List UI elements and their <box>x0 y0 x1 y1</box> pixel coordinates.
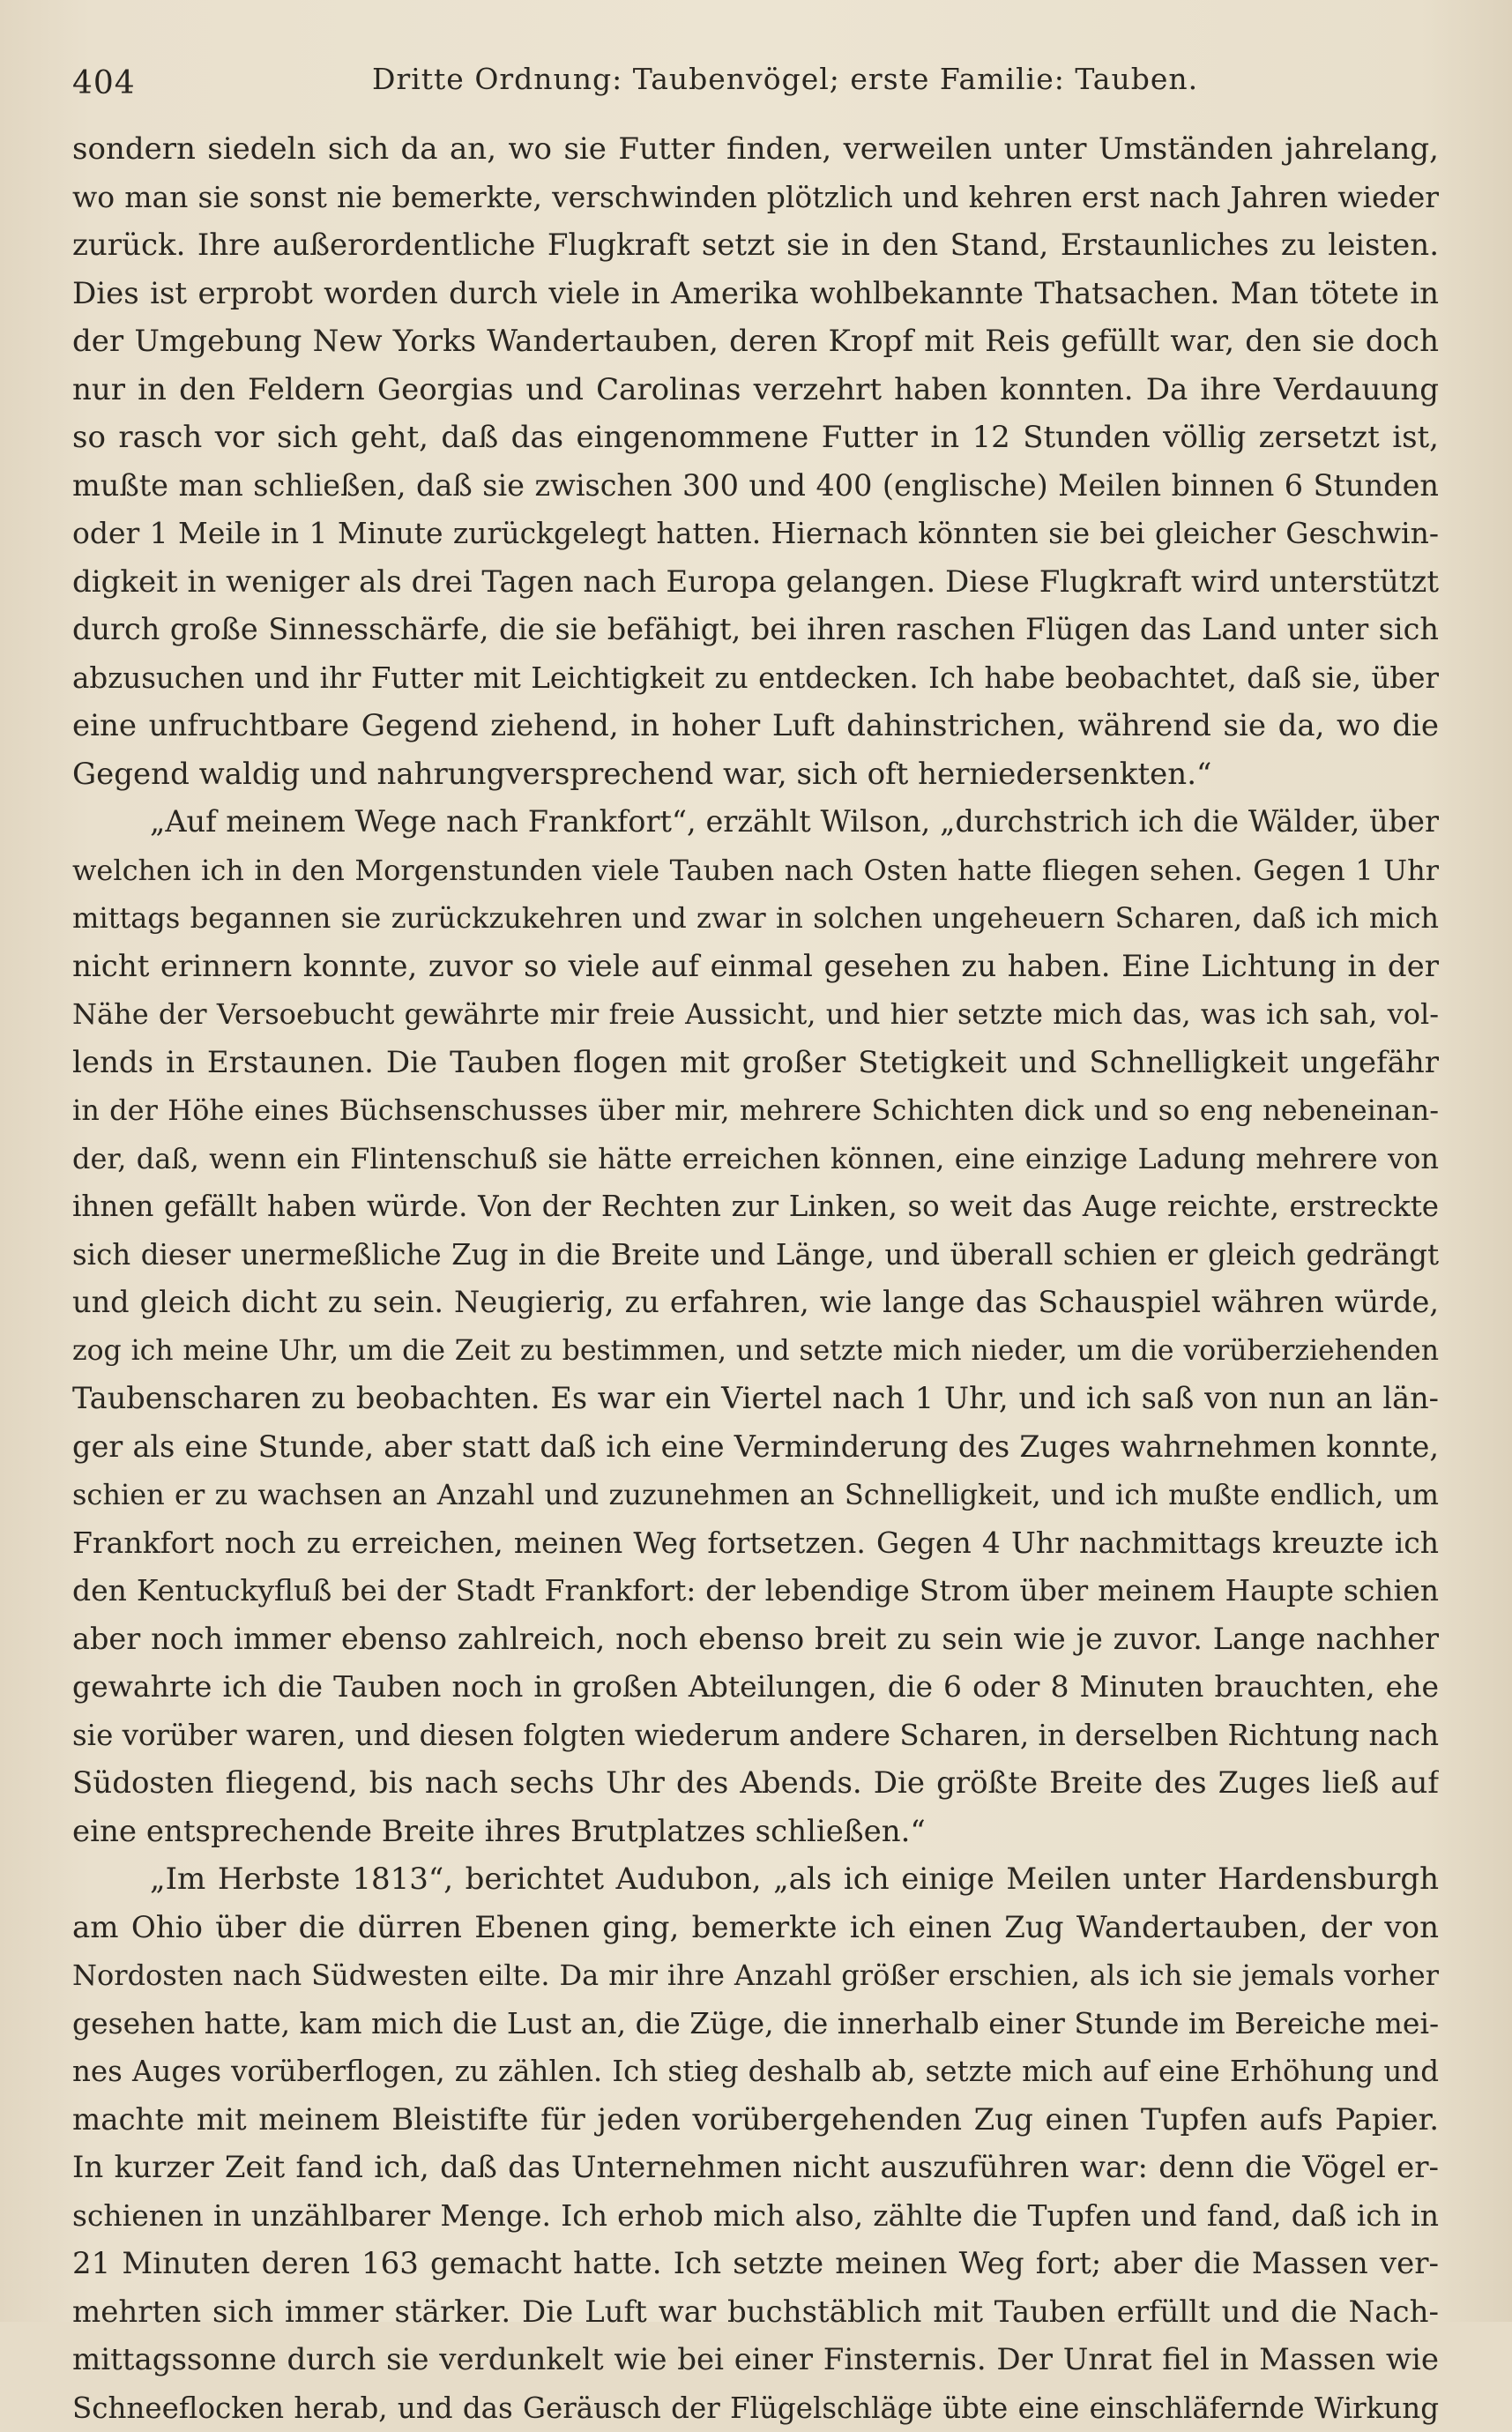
text-line: eine entsprechende Breite ihres Brutplatzes schließen.“ <box>72 1808 1439 1856</box>
text-line: Dies ist erprobt worden durch viele in Amerika wohlbekannte Thatsachen. Man tötete in <box>72 270 1439 318</box>
text-line: in der Höhe eines Büchsenschusses über mir, mehrere Schichten dick und so eng nebeneinan- <box>72 1086 1439 1135</box>
text-line: den Kentuckyfluß bei der Stadt Frankfort: der lebendige Strom über meinem Haupte schien <box>72 1567 1439 1615</box>
text-line: Gegend waldig und nahrungversprechend war, sich oft herniedersenkten.“ <box>72 750 1439 799</box>
text-line: In kurzer Zeit fand ich, daß das Unternehmen nicht auszuführen war: denn die Vögel er- <box>72 2144 1439 2192</box>
text-line: zurück. Ihre außerordentliche Flugkraft setzt sie in den Stand, Erstaunliches zu leisten. <box>72 221 1439 270</box>
text-line: welchen ich in den Morgenstunden viele Tauben nach Osten hatte fliegen sehen. Gegen 1 Uhr <box>72 847 1439 895</box>
text-line: oder 1 Meile in 1 Minute zurückgelegt hatten. Hiernach könnten sie bei gleicher Geschwin- <box>72 510 1439 558</box>
text-line: nes Auges vorüberflogen, zu zählen. Ich stieg deshalb ab, setzte mich auf eine Erhöhung und <box>72 2048 1439 2096</box>
text-line: nicht erinnern konnte, zuvor so viele auf einmal gesehen zu haben. Eine Lichtung in der <box>72 943 1439 991</box>
text-line: wo man sie sonst nie bemerkte, verschwinden plötzlich und kehren erst nach Jahren wieder <box>72 174 1439 222</box>
text-line: Schneeflocken herab, und das Geräusch der Flügelschläge übte eine einschläfernde Wirkung <box>72 2384 1439 2432</box>
text-line: Frankfort noch zu erreichen, meinen Weg fortsetzen. Gegen 4 Uhr nachmittags kreuzte ich <box>72 1519 1439 1568</box>
text-line: Taubenscharen zu beobachten. Es war ein Viertel nach 1 Uhr, und ich saß von nun an län- <box>72 1375 1439 1423</box>
text-line: Nordosten nach Südwesten eilte. Da mir ihre Anzahl größer erschien, als ich sie jemals vorher <box>72 1951 1439 2000</box>
text-line: digkeit in weniger als drei Tagen nach Europa gelangen. Diese Flugkraft wird unterstützt <box>72 558 1439 607</box>
text-line: schienen in unzählbarer Menge. Ich erhob mich also, zählte die Tupfen und fand, daß ich in <box>72 2192 1439 2241</box>
running-head <box>72 58 1439 104</box>
text-line: abzusuchen und ihr Futter mit Leichtigkeit zu entdecken. Ich habe beobachtet, daß sie, über <box>72 654 1439 703</box>
running-title: Dritte Ordnung: Taubenvögel; erste Familie: Tauben. <box>372 62 1198 96</box>
text-line: ger als eine Stunde, aber statt daß ich eine Verminderung des Zuges wahrnehmen konnte, <box>72 1423 1439 1472</box>
text-line: mußte man schließen, daß sie zwischen 300 und 400 (englische) Meilen binnen 6 Stunden <box>72 462 1439 511</box>
text-line: lends in Erstaunen. Die Tauben flogen mit großer Stetigkeit und Schnelligkeit ungefähr <box>72 1039 1439 1087</box>
text-line: gesehen hatte, kam mich die Lust an, die Züge, die innerhalb einer Stunde im Bereiche mei- <box>72 2000 1439 2048</box>
text-line: mittags begannen sie zurückzukehren und zwar in solchen ungeheuern Scharen, daß ich mich <box>72 894 1439 943</box>
text-line: eine unfruchtbare Gegend ziehend, in hoher Luft dahinstrichen, während sie da, wo die <box>72 702 1439 750</box>
text-line: 21 Minuten deren 163 gemacht hatte. Ich setzte meinen Weg fort; aber die Massen ver- <box>72 2240 1439 2288</box>
text-line: der, daß, wenn ein Flintenschuß sie hätte erreichen können, eine einzige Ladung mehrere von <box>72 1135 1439 1183</box>
text-line: machte mit meinem Bleistifte für jeden vorübergehenden Zug einen Tupfen aufs Papier. <box>72 2096 1439 2145</box>
text-line: nur in den Feldern Georgias und Carolinas verzehrt haben konnten. Da ihre Verdauung <box>72 366 1439 414</box>
text-line: zog ich meine Uhr, um die Zeit zu bestimmen, und setzte mich nieder, um die vorüberziehenden <box>72 1327 1439 1376</box>
page-number: 404 <box>72 65 136 101</box>
text-line: am Ohio über die dürren Ebenen ging, bemerkte ich einen Zug Wandertauben, der von <box>72 1904 1439 1952</box>
text-line: ihnen gefällt haben würde. Von der Rechten zur Linken, so weit das Auge reichte, erstreckte <box>72 1182 1439 1231</box>
text-line: Nähe der Versoebucht gewährte mir freie Aussicht, und hier setzte mich das, was ich sah, vol- <box>72 990 1439 1039</box>
text-line: sich dieser unermeßliche Zug in die Breite und Länge, und überall schien er gleich gedrängt <box>72 1231 1439 1279</box>
text-line: schien er zu wachsen an Anzahl und zuzunehmen an Schnelligkeit, und ich mußte endlich, um <box>72 1471 1439 1519</box>
text-line: Südosten fliegend, bis nach sechs Uhr des Abends. Die größte Breite des Zuges ließ auf <box>72 1759 1439 1808</box>
text-line: und gleich dicht zu sein. Neugierig, zu erfahren, wie lange das Schauspiel währen würde, <box>72 1279 1439 1327</box>
text-line: sie vorüber waren, und diesen folgten wiederum andere Scharen, in derselben Richtung nach <box>72 1712 1439 1760</box>
text-line: gewahrte ich die Tauben noch in großen Abteilungen, die 6 oder 8 Minuten brauchten, ehe <box>72 1663 1439 1712</box>
text-line: so rasch vor sich geht, daß das eingenommene Futter in 12 Stunden völlig zersetzt ist, <box>72 414 1439 462</box>
text-line: sondern siedeln sich da an, wo sie Futter finden, verweilen unter Umständen jahrelang, <box>72 125 1439 174</box>
text-line: aber noch immer ebenso zahlreich, noch ebenso breit zu sein wie je zuvor. Lange nachher <box>72 1615 1439 1664</box>
text-line: „Im Herbste 1813“, berichtet Audubon, „als ich einige Meilen unter Hardensburgh <box>72 1855 1439 1904</box>
text-line: der Umgebung New Yorks Wandertauben, deren Kropf mit Reis gefüllt war, den sie doch <box>72 317 1439 366</box>
body-text <box>72 125 1439 2432</box>
text-line: durch große Sinnesschärfe, die sie befähigt, bei ihren raschen Flügen das Land unter sich <box>72 606 1439 654</box>
text-line: „Auf meinem Wege nach Frankfort“, erzählt Wilson, „durchstrich ich die Wälder, über <box>72 798 1439 847</box>
text-line: mehrten sich immer stärker. Die Luft war buchstäblich mit Tauben erfüllt und die Nach- <box>72 2288 1439 2337</box>
text-line: mittagssonne durch sie verdunkelt wie bei einer Finsternis. Der Unrat fiel in Massen wie <box>72 2336 1439 2384</box>
